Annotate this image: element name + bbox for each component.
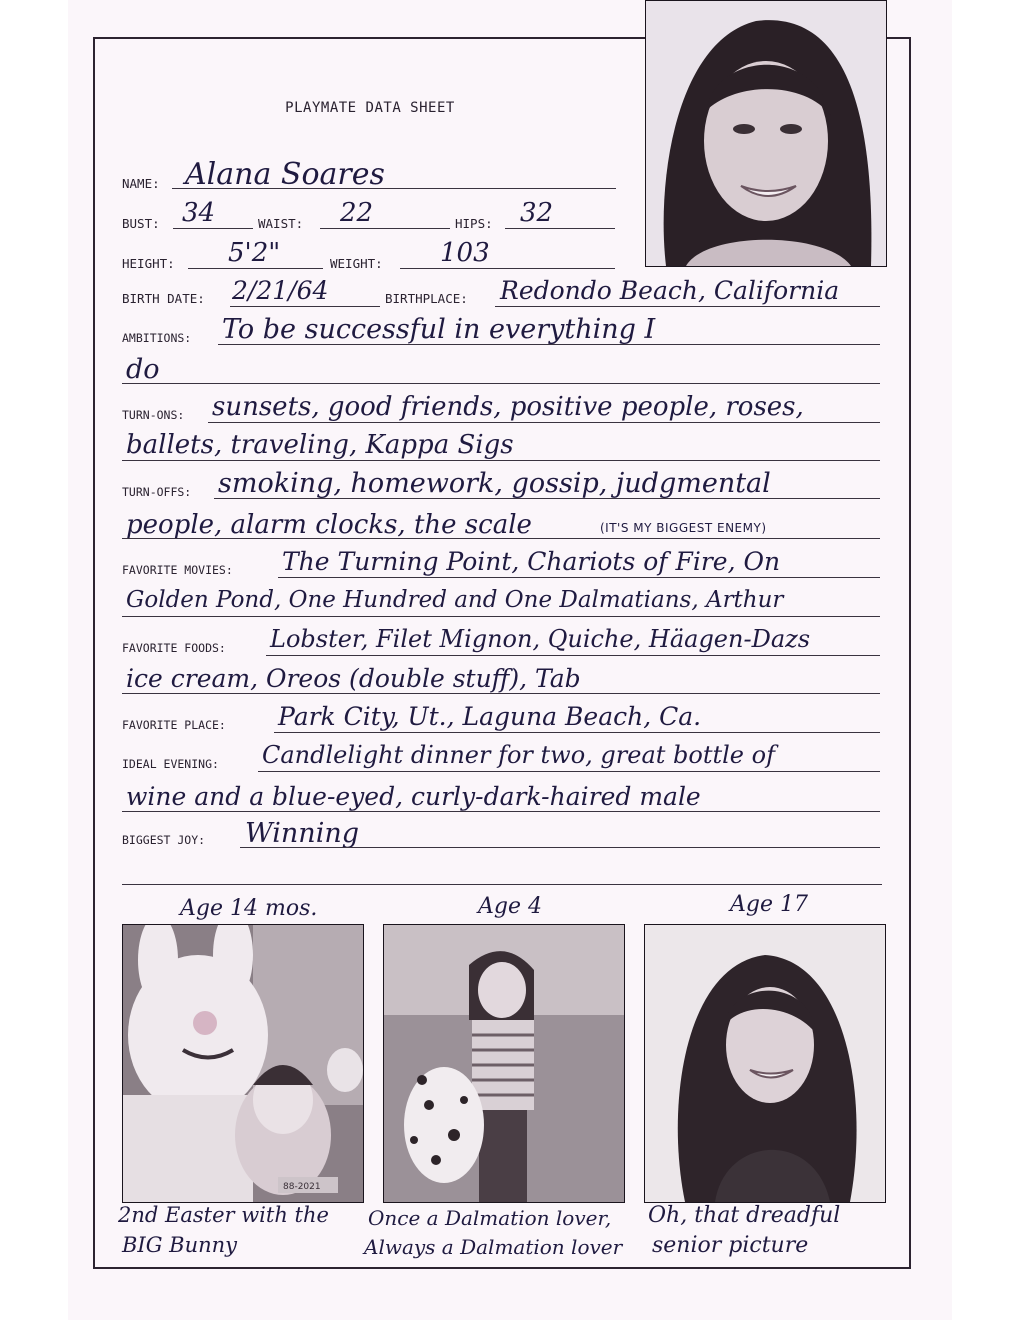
waist-underline [320, 228, 450, 229]
sheet-title: PLAYMATE DATA SHEET [285, 100, 455, 116]
photo-3-age: Age 17 [730, 892, 808, 917]
turn-ons-label: TURN-ONS: [122, 408, 185, 422]
name-label: NAME: [122, 176, 160, 191]
favorite-place-value: Park City, Ut., Laguna Beach, Ca. [278, 702, 702, 731]
biggest-joy-label: BIGGEST JOY: [122, 833, 206, 847]
portrait-photo [645, 0, 887, 267]
ambitions-line-2: do [126, 354, 160, 385]
birthplace-label: BIRTHPLACE: [385, 291, 468, 306]
ambitions-underline-1 [218, 344, 880, 345]
ideal-evening-line-2: wine and a blue-eyed, curly-dark-haired male [126, 782, 701, 811]
weight-label: WEIGHT: [330, 256, 383, 271]
child-photo [383, 924, 625, 1203]
turn-offs-underline-2 [122, 538, 880, 539]
birthplace-underline [495, 306, 880, 307]
photo-2-age: Age 4 [478, 894, 542, 919]
photo-2-caption-line-2: Always a Dalmation lover [364, 1235, 623, 1259]
ideal-evening-underline-2 [122, 811, 880, 812]
photo-2-caption-line-1: Once a Dalmation lover, [368, 1206, 612, 1230]
hips-value: 32 [520, 198, 554, 228]
birth-date-value: 2/21/64 [232, 276, 329, 305]
bust-underline [173, 228, 253, 229]
favorite-movies-underline-2 [122, 616, 880, 617]
favorite-movies-line-1: The Turning Point, Chariots of Fire, On [282, 547, 781, 576]
ideal-evening-label: IDEAL EVENING: [122, 757, 219, 771]
turn-ons-line-2: ballets, traveling, Kappa Sigs [126, 430, 514, 460]
waist-label: WAIST: [258, 216, 304, 231]
ambitions-label: AMBITIONS: [122, 331, 192, 345]
photo-1-caption-line-2: BIG Bunny [122, 1233, 238, 1257]
birth-date-label: BIRTH DATE: [122, 291, 205, 306]
ideal-evening-underline-1 [258, 771, 880, 772]
birthplace-value: Redondo Beach, California [500, 276, 840, 305]
height-label: HEIGHT: [122, 256, 175, 271]
turn-offs-line-1: smoking, homework, gossip, judgmental [218, 468, 771, 499]
weight-value: 103 [440, 238, 490, 268]
name-underline [172, 188, 616, 189]
birth-date-underline [230, 306, 380, 307]
hips-label: HIPS: [455, 216, 493, 231]
favorite-movies-label: FAVORITE MOVIES: [122, 563, 233, 577]
turn-ons-underline-2 [122, 460, 880, 461]
turn-ons-line-1: sunsets, good friends, positive people, roses, [212, 392, 804, 422]
senior-photo [644, 924, 886, 1203]
favorite-foods-underline-1 [266, 655, 880, 656]
photo-3-caption-line-1: Oh, that dreadful [648, 1203, 841, 1228]
turn-offs-line-3: (IT'S MY BIGGEST ENEMY) [600, 521, 767, 535]
photo-1-caption-line-1: 2nd Easter with the [118, 1203, 329, 1227]
bust-value: 34 [182, 198, 216, 228]
favorite-foods-label: FAVORITE FOODS: [122, 641, 226, 655]
baby-photo [122, 924, 364, 1203]
turn-offs-label: TURN-OFFS: [122, 485, 192, 499]
favorite-movies-line-2: Golden Pond, One Hundred and One Dalmatians, Arthur [126, 587, 784, 613]
turn-offs-line-2: people, alarm clocks, the scale [126, 510, 532, 540]
favorite-place-label: FAVORITE PLACE: [122, 718, 226, 732]
photo-stamp: 88-2021 [283, 1182, 321, 1192]
height-value: 5'2" [228, 238, 281, 268]
weight-underline [400, 268, 615, 269]
favorite-place-underline [274, 732, 880, 733]
turn-ons-underline-1 [208, 422, 880, 423]
biggest-joy-value: Winning [245, 818, 359, 849]
favorite-foods-underline-2 [122, 693, 880, 694]
height-underline [188, 268, 323, 269]
waist-value: 22 [340, 198, 374, 228]
favorite-foods-line-2: ice cream, Oreos (double stuff), Tab [126, 664, 581, 693]
section-divider [122, 884, 882, 885]
turn-offs-underline-1 [214, 498, 880, 499]
photo-3-caption-line-2: senior picture [652, 1233, 809, 1258]
photo-1-age: Age 14 mos. [180, 896, 318, 921]
bust-label: BUST: [122, 216, 160, 231]
favorite-foods-line-1: Lobster, Filet Mignon, Quiche, Häagen-Dazs [270, 625, 811, 653]
name-value: Alana Soares [185, 157, 385, 192]
ambitions-underline-2 [122, 383, 880, 384]
ambitions-line-1: To be successful in everything I [222, 314, 656, 345]
hips-underline [505, 228, 615, 229]
ideal-evening-line-1: Candlelight dinner for two, great bottle of [262, 741, 775, 769]
biggest-joy-underline [240, 847, 880, 848]
favorite-movies-underline-1 [278, 577, 880, 578]
